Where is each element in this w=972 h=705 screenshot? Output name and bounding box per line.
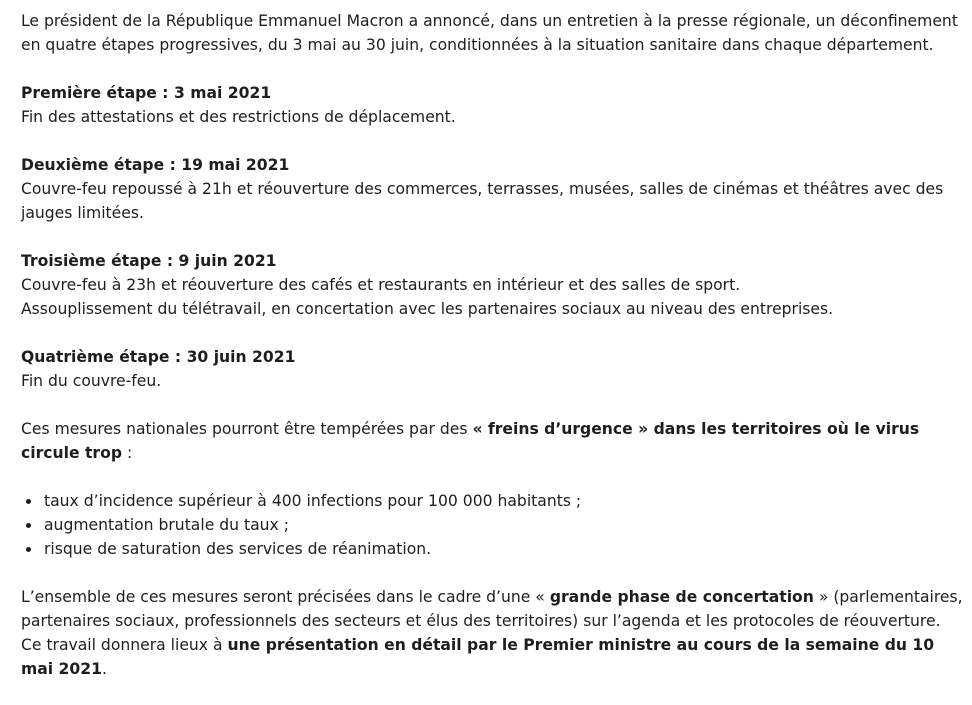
emergency-brakes-highlight: « freins d’urgence » dans les territoires où le virus circule trop [21, 420, 920, 462]
step-3-text: Couvre-feu à 23h et réouverture des cafés et restaurants en intérieur et des salles de sport. Assouplissement du télétravail, en concertation avec les partenaires sociaux au niveau des entreprises. [21, 276, 834, 318]
step-1-text: Fin des attestations et des restrictions de déplacement. [21, 108, 456, 126]
conclusion-text-3: . [101, 660, 107, 678]
step-2-text: Couvre-feu repoussé à 21h et réouverture des commerces, terrasses, musées, salles de cinémas et théâtres avec des jauges limitées. [21, 180, 944, 222]
conclusion-text-1: L’ensemble de ces mesures seront précisées dans le cadre d’une « [21, 588, 550, 606]
concertation-highlight: grande phase de concertation [549, 588, 814, 606]
step-3-title: Troisième étape : 9 juin 2021 [21, 252, 277, 270]
list-item: risque de saturation des services de réanimation. [21, 537, 969, 561]
emergency-brakes-paragraph [21, 417, 969, 465]
intro-paragraph: Le président de la République Emmanuel Macron a annoncé, dans un entretien à la presse régionale, un déconfinement en quatre étapes progressives, du 3 mai au 30 juin, conditionnées à la situation sanitaire dans chaque département. [21, 12, 958, 54]
article-body [21, 9, 969, 705]
step-4-title: Quatrième étape : 30 juin 2021 [21, 348, 296, 366]
list-item: taux d’incidence supérieur à 400 infections pour 100 000 habitants ; [21, 489, 969, 513]
conclusion-text-2: » (parlementaires, partenaires sociaux, professionnels des secteurs et élus des territoires) sur l’agenda et les protocoles de réouverture. Ce travail donnera lieux à [21, 588, 963, 654]
step-3 [21, 249, 969, 321]
presentation-highlight: une présentation en détail par le Premier ministre au cours de la semaine du 10 mai 2021 [21, 636, 935, 678]
emergency-text-after: : [122, 444, 133, 462]
conclusion-paragraph [21, 585, 969, 681]
list-item: augmentation brutale du taux ; [21, 513, 969, 537]
criteria-list [21, 489, 969, 561]
step-4 [21, 345, 969, 393]
step-2 [21, 153, 969, 225]
step-1-title: Première étape : 3 mai 2021 [21, 84, 272, 102]
step-4-text: Fin du couvre-feu. [21, 372, 162, 390]
step-2-title: Deuxième étape : 19 mai 2021 [21, 156, 290, 174]
emergency-text-before: Ces mesures nationales pourront être tempérées par des [21, 420, 473, 438]
step-1 [21, 81, 969, 129]
